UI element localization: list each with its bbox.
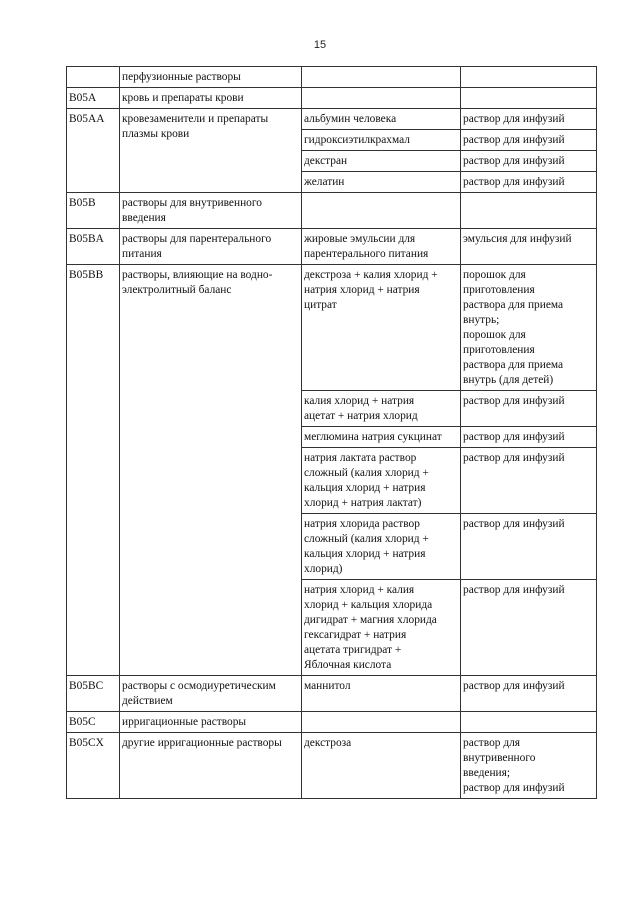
drug-name-cell: маннитол xyxy=(302,676,461,712)
drug-name-cell: натрия хлорид + калия хлорид + кальция хлорида дигидрат + магния хлорида гексагидрат + натрия ацетата тригидрат + Яблочная кислота xyxy=(302,580,461,676)
dosage-form-cell: раствор для инфузий xyxy=(461,427,597,448)
drug-name-cell: желатин xyxy=(302,172,461,193)
anatomical-group-cell: перфузионные растворы xyxy=(120,67,302,88)
table-row xyxy=(67,193,597,229)
atc-code-cell: B05CX xyxy=(67,733,120,799)
dosage-form-cell: порошок для приготовления раствора для приема внутрь; порошок для приготовления раствора для приема внутрь (для детей) xyxy=(461,265,597,391)
drug-name-cell: декстран xyxy=(302,151,461,172)
dosage-form-cell xyxy=(461,88,597,109)
anatomical-group-cell: растворы, влияющие на водно- электролитный баланс xyxy=(120,265,302,676)
table-body xyxy=(67,67,597,799)
table-row xyxy=(67,67,597,88)
atc-code-cell: B05BB xyxy=(67,265,120,676)
drug-name-cell: натрия лактата раствор сложный (калия хлорид + кальция хлорид + натрия хлорид + натрия лактат) xyxy=(302,448,461,514)
dosage-form-cell xyxy=(461,67,597,88)
dosage-form-cell: раствор для инфузий xyxy=(461,109,597,130)
dosage-form-cell xyxy=(461,193,597,229)
table-row xyxy=(67,712,597,733)
drug-name-cell: гидроксиэтилкрахмал xyxy=(302,130,461,151)
drug-name-cell: жировые эмульсии для парентерального питания xyxy=(302,229,461,265)
drug-name-cell: калия хлорид + натрия ацетат + натрия хлорид xyxy=(302,391,461,427)
drug-name-cell: декстроза xyxy=(302,733,461,799)
drug-name-cell xyxy=(302,67,461,88)
dosage-form-cell: раствор для инфузий xyxy=(461,172,597,193)
anatomical-group-cell: кровезаменители и препараты плазмы крови xyxy=(120,109,302,193)
drug-name-cell: натрия хлорида раствор сложный (калия хлорид + кальция хлорид + натрия хлорид) xyxy=(302,514,461,580)
drug-classification-table xyxy=(66,66,597,799)
dosage-form-cell: раствор для инфузий xyxy=(461,391,597,427)
drug-name-cell xyxy=(302,193,461,229)
dosage-form-cell: раствор для инфузий xyxy=(461,676,597,712)
anatomical-group-cell: другие ирригационные растворы xyxy=(120,733,302,799)
atc-code-cell: B05AA xyxy=(67,109,120,193)
anatomical-group-cell: растворы для внутривенного введения xyxy=(120,193,302,229)
anatomical-group-cell: кровь и препараты крови xyxy=(120,88,302,109)
table-row xyxy=(67,676,597,712)
page-number: 15 xyxy=(313,39,327,51)
dosage-form-cell: раствор для инфузий xyxy=(461,130,597,151)
drug-name-cell xyxy=(302,712,461,733)
table-row xyxy=(67,733,597,799)
dosage-form-cell: раствор для внутривенного введения; раствор для инфузий xyxy=(461,733,597,799)
atc-code-cell: B05B xyxy=(67,193,120,229)
dosage-form-cell: эмульсия для инфузий xyxy=(461,229,597,265)
atc-code-cell xyxy=(67,67,120,88)
table-row xyxy=(67,265,597,391)
atc-code-cell: B05BC xyxy=(67,676,120,712)
anatomical-group-cell: растворы с осмодиуретическим действием xyxy=(120,676,302,712)
dosage-form-cell xyxy=(461,712,597,733)
dosage-form-cell: раствор для инфузий xyxy=(461,151,597,172)
table-row xyxy=(67,229,597,265)
drug-name-cell: меглюмина натрия сукцинат xyxy=(302,427,461,448)
dosage-form-cell: раствор для инфузий xyxy=(461,448,597,514)
dosage-form-cell: раствор для инфузий xyxy=(461,514,597,580)
drug-name-cell: альбумин человека xyxy=(302,109,461,130)
atc-code-cell: B05A xyxy=(67,88,120,109)
anatomical-group-cell: ирригационные растворы xyxy=(120,712,302,733)
table-row xyxy=(67,109,597,130)
drug-name-cell xyxy=(302,88,461,109)
atc-code-cell: B05BA xyxy=(67,229,120,265)
anatomical-group-cell: растворы для парентерального питания xyxy=(120,229,302,265)
drug-name-cell: декстроза + калия хлорид + натрия хлорид + натрия цитрат xyxy=(302,265,461,391)
table-row xyxy=(67,88,597,109)
dosage-form-cell: раствор для инфузий xyxy=(461,580,597,676)
atc-code-cell: B05C xyxy=(67,712,120,733)
